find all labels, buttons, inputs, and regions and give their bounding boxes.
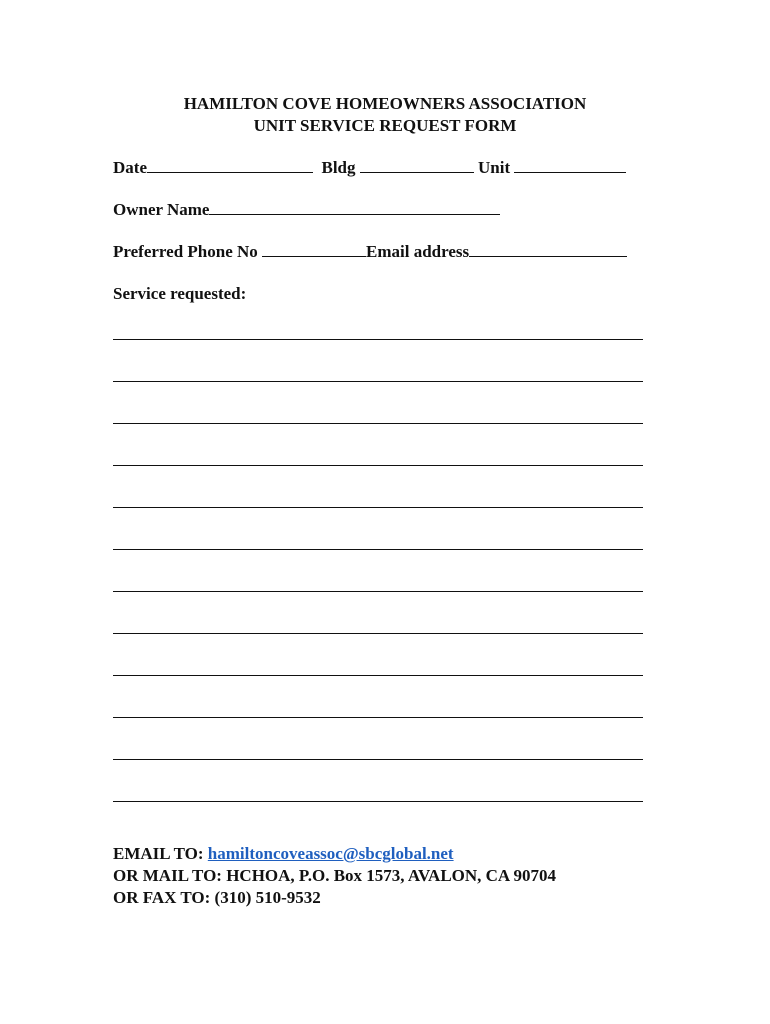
phone-field[interactable] — [262, 242, 366, 257]
date-bldg-unit-row — [113, 157, 626, 179]
email-link[interactable]: hamiltoncoveassoc@sbcglobal.net — [207, 844, 454, 863]
service-line[interactable] — [113, 465, 643, 466]
owner-name-row — [113, 199, 500, 221]
email-field[interactable] — [469, 242, 627, 257]
date-label: Date — [113, 158, 147, 177]
form-title-association: HAMILTON COVE HOMEOWNERS ASSOCIATION — [183, 94, 587, 113]
phone-label: Preferred Phone No — [113, 242, 258, 261]
service-line[interactable] — [113, 549, 643, 550]
service-line[interactable] — [113, 591, 643, 592]
email-label: Email address — [366, 242, 470, 261]
service-line[interactable] — [113, 507, 643, 508]
service-line[interactable] — [113, 423, 643, 424]
date-field[interactable] — [147, 158, 313, 173]
service-line[interactable] — [113, 801, 643, 802]
service-requested-label: Service requested: — [113, 284, 247, 303]
service-line[interactable] — [113, 717, 643, 718]
footer-mail-line: OR MAIL TO: HCHOA, P.O. Box 1573, AVALON, CA 90704 — [113, 866, 557, 885]
unit-field[interactable] — [514, 158, 626, 173]
service-line[interactable] — [113, 759, 643, 760]
service-line[interactable] — [113, 381, 643, 382]
owner-name-field[interactable] — [209, 200, 500, 215]
service-line[interactable] — [113, 675, 643, 676]
footer-fax-line: OR FAX TO: (310) 510-9532 — [113, 888, 321, 907]
email-to-label: EMAIL TO: — [113, 844, 208, 863]
unit-label: Unit — [478, 158, 511, 177]
bldg-field[interactable] — [360, 158, 474, 173]
phone-email-row — [113, 241, 627, 263]
service-line[interactable] — [113, 339, 643, 340]
owner-name-label: Owner Name — [113, 200, 210, 219]
service-line[interactable] — [113, 633, 643, 634]
bldg-label: Bldg — [321, 158, 356, 177]
form-title-request: UNIT SERVICE REQUEST FORM — [253, 116, 517, 135]
footer-email-line — [113, 843, 454, 865]
